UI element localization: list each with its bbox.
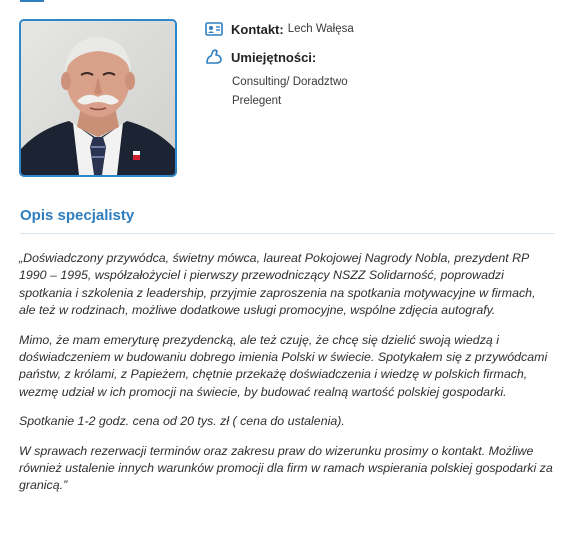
specialist-description [19,250,554,507]
section-title: Opis specjalisty [20,207,135,224]
flexed-arm-icon [205,48,223,66]
contact-row [205,18,545,40]
description-paragraph: W sprawach rezerwacji terminów oraz zakresu praw do wizerunku prosimy o kontakt. Możliwe również ustalenie innych warunków promocji dla firm w ramach wspierania polskiej gospodarki za granicą.” [19,443,553,493]
description-paragraph: Spotkanie 1-2 godz. cena od 20 tys. zł ( cena do ustalenia). [19,414,345,429]
skills-row [205,46,545,68]
skills-label: Umiejętności: [231,49,317,65]
section-divider [20,233,555,234]
portrait-photo [21,21,175,175]
contact-label: Kontakt: [231,21,284,37]
description-paragraph: „Doświadczony przywódca, świetny mówca, laureat Pokojowej Nagrody Nobla, prezydent RP 1990 – 1995, współzałożyciel i pierwszy przewodniczący NSZZ Solidarność, poprowadzi spotkania i szkolenia z leadership, przyjmie zaproszenia na spotkania motywacyjne w firmach, ale też w rodzinach, możliwe dodatkowe usługi promocyjne, wspólne zdjęcia autografy. [19,251,536,318]
skill-item: Consulting/ Doradztwo [232,76,348,88]
top-accent-line [20,0,44,2]
description-paragraph: Mimo, że mam emeryturę prezydencką, ale też czuję, że chcę się dzielić swoją wiedzą i doświadczeniem w budowaniu dobrego imienia Polski w świecie. Spotykałem się z przywódcami państw, z królami, z Papieżem, chętnie przekażę doświadczenia i wiedzę w polskich firmach, wezmę udział w ich promocji na świecie, by budować realną wartość polskiej gospodarki. [19,332,548,399]
contact-value: Lech Wałęsa [287,23,354,35]
contact-card-icon [205,20,223,38]
profile-photo [19,19,177,177]
skill-item: Prelegent [232,95,282,107]
profile-info [205,18,545,111]
skills-list [232,73,545,111]
